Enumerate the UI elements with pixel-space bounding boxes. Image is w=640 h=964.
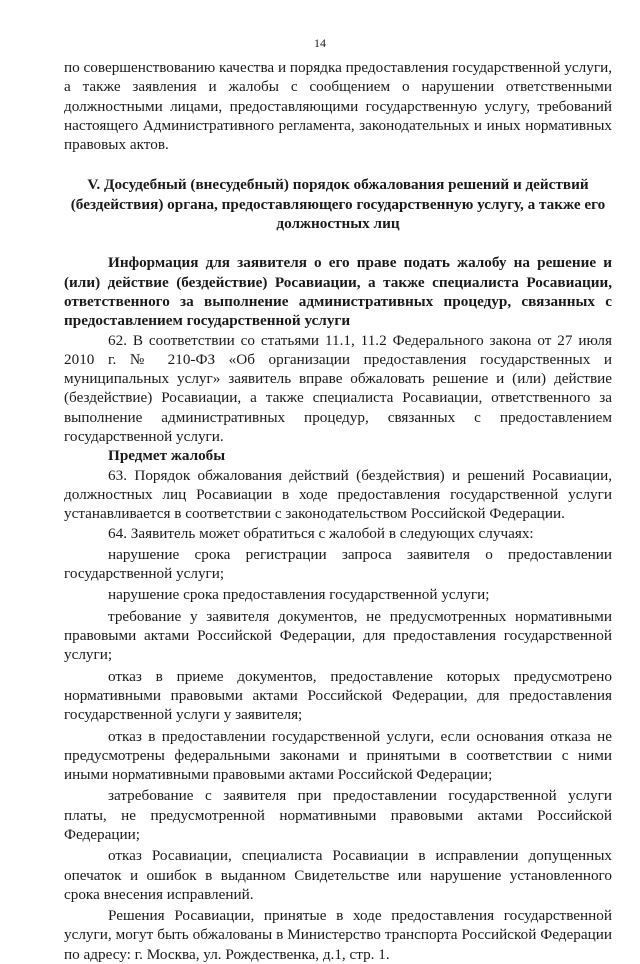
case-item: затребование с заявителя при предоставлении государственной услуги платы, не предусмотренной нормативными правовыми актами Российской Федерации;	[64, 787, 612, 843]
subheading-complaint-right: Информация для заявителя о его праве подать жалобу на решение и (или) действие (бездействие) Росавиации, а также специалиста Росавиации, ответственного за выполнение административных процедур, связанных с предоставлением государственной услуги	[64, 254, 612, 330]
paragraph-63: 63. Порядок обжалования действий (бездействия) и решений Росавиации, должностных лиц Росавиации в ходе предоставления государственной услуги устанавливается в соответствии с законодательством Российской Федерации.	[64, 466, 612, 523]
final-paragraph: Решения Росавиации, принятые в ходе предоставления государственной услуги, могут быть обжалованы в Министерство транспорта Российской Федерации по адресу: г. Москва, ул. Рождественка, д.1, стр. 1.	[64, 907, 612, 963]
case-item: отказ Росавиации, специалиста Росавиации в исправлении допущенных опечаток и ошибок в выданном Свидетельстве или нарушение установленного срока внесения исправлений.	[64, 847, 612, 903]
case-item: нарушение срока регистрации запроса заявителя о предоставлении государственной услуги;	[64, 545, 612, 583]
document-body	[64, 58, 612, 964]
paragraph-64: 64. Заявитель может обратиться с жалобой в следующих случаях:	[108, 524, 534, 542]
case-item: требование у заявителя документов, не предусмотренных нормативными правовыми актами Российской Федерации, для предоставления государственной услуги;	[64, 607, 612, 664]
page-number: 14	[314, 36, 326, 50]
case-item: отказ в приеме документов, предоставление которых предусмотрено нормативными правовыми актами Российской Федерации, для предоставления государственной услуги у заявителя;	[64, 667, 612, 724]
paragraph-62: 62. В соответствии со статьями 11.1, 11.2 Федерального закона от 27 июля 2010 г. № 210-ФЗ «Об организации предоставления государственных и муниципальных услуг» заявитель вправе обжаловать решение и (или) действие (бездействие) Росавиации, а также специалиста Росавиации, ответственного за выполнение административных процедур, связанных с предоставлением государственной услуги.	[64, 331, 612, 446]
case-item: нарушение срока предоставления государственной услуги;	[108, 586, 490, 604]
section-title: V. Досудебный (внесудебный) порядок обжалования решений и действий (бездействия) органа, предоставляющего государственную услугу, а также его должностных лиц	[70, 176, 606, 233]
intro-paragraph: по совершенствованию качества и порядка предоставления государственной услуги, а также заявления и жалобы с сообщением о нарушении ответственными должностными лицами, предоставляющими государственную услугу, требований настоящего Административного регламента, законодательных и иных нормативных правовых актов.	[64, 59, 612, 154]
case-item: отказ в предоставлении государственной услуги, если основания отказа не предусмотрены федеральными законами и принятыми в соответствии с ними иными нормативными правовыми актами Российской Федерации;	[64, 727, 612, 784]
subheading-complaint-subject: Предмет жалобы	[108, 447, 226, 465]
